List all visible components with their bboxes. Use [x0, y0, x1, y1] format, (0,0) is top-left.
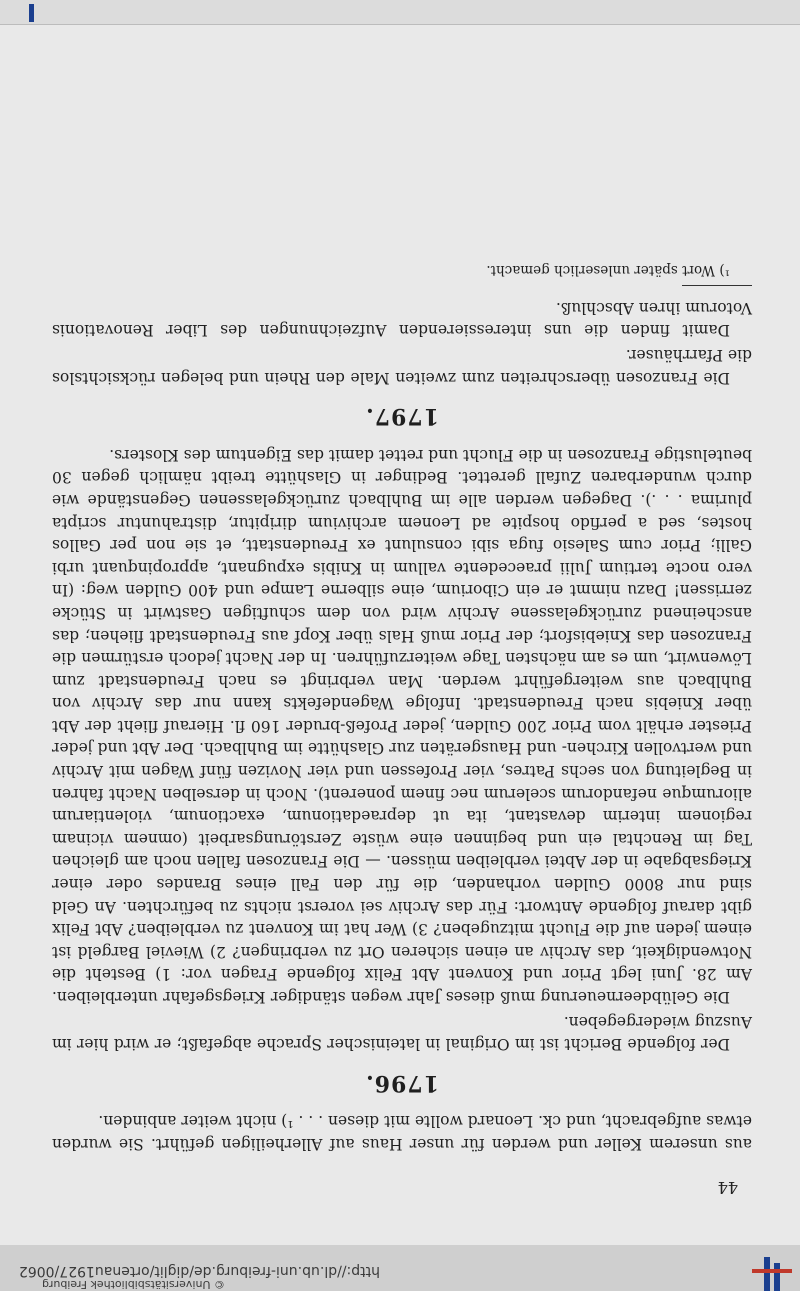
paragraph-liber: Damit finden die uns interessierenden Aufzeichnungen des Liber Renovationis Votorum ihren Abschluß.	[52, 298, 752, 340]
viewer-header-bar	[0, 1244, 800, 1291]
page-text-body	[52, 258, 752, 1155]
university-logo-icon	[742, 1245, 792, 1291]
viewer-footer-strip	[0, 0, 800, 24]
paragraph-intro: aus unserem Keller und werden für unser Haus auf Allerheiligen geführt. Sie wurden etwas aufgebracht, und ck. Leonard wollte mit diesen . . . ¹) nicht weiter anbinden.	[52, 1112, 752, 1153]
year-heading-1797: 1797.	[365, 403, 439, 430]
footnote: ¹) Wort später unleserlich gemacht.	[486, 262, 730, 279]
library-credit: © Universitätsbibliothek Freiburg	[42, 1278, 225, 1291]
small-logo-icon	[20, 2, 40, 22]
scanned-page	[0, 25, 800, 1245]
footnote-divider	[682, 285, 752, 286]
paragraph-1797: Die Franzosen überschreiten zum zweiten Male den Rhein und belegen rücksichtslos die Pfarrhäuser.	[52, 346, 752, 387]
page-edge-line	[0, 24, 800, 25]
paragraph-main-1796: Die Gelübdeerneuerung muß dieses Jahr wegen ständiger Kriegsgefahr unterbleiben. Am 28. Juni legt Prior und Konvent Abt Felix folgende Fragen vor: 1) Besteht die Notwendigkeit, das Archiv an einen sicheren Ort zu verbringen? 2) Wieviel Bargeld ist einem jeden auf die Flucht mitzugeben? 3) Wer hat im Konvent zu verbleiben? Abt Felix gibt darauf folgende Antwort: Für das Archiv sei vorerst nichts zu befürchten. An Geld sind nur 8000 Gulden vorhanden, die für den Fall eines Brandes oder einer Kriegsabgabe in der Abtei verbleiben müssen. — Die Franzosen fallen noch am gleichen Tag im Renchtal ein und beginnen eine wüste Zerstörungsarbeit (omnem vicinam regionem interim devastant, ita ut depraedationum, exactionum, violentiarum aliorumque nefandorum scelerum nec finem ponerent). Noch in derselben Nacht fahren in Begleitung von sechs Patres, vier Professen und vier Novizen fünf Wagen mit Archiv und wertvollen Kirchen- und Hausgeräten zur Glashütte im Buhlbach. Der Abt und jeder Priester erhält vom Prior 200 Gulden, jeder Profeß-bruder 160 fl. Hierauf flieht der Abt über Kniebis nach Freudenstadt. Infolge Wagendefekts kann nur das Archiv von Buhlbach aus weitergeführt werden. Man verbringt es nach Freudenstadt zum Löwenwirt, um es am nächsten Tage weiterzuführen. In der Nacht jedoch erstürmen die Franzosen das Kniebisfort; der Prior muß Hals über Kopf aus Freudenstadt fliehen; das anscheinend zurückgelassene Archiv wird von dem schuftigen Gastwirt in Stücke zerrissen! Dazu nimmt er ein Ciborium, eine silberne Lampe und 400 Gulden weg: (In vero nocte tertium Julii praecedente vallum in Knibis expugnant, appropinquant urbi Galli; Prior cum Salesio fuga sibi consulunt ex Freudenstatt, et sie non per Gallos hostes, sed a perfido hospite ad Leonem archivium diripitur, distrahuntur scripta plurima . . .). Dagegen werden alle im Buhlbach zurückgelassenen Gegenstände wie durch wunderbaren Zufall gerettet. Bedinger in Glashütte treibt nämlich gegen 30 beutelustige Franzosen in die Flucht und rettet damit das Eigentum des Klosters.	[52, 445, 752, 1007]
paragraph-note: Der folgende Bericht ist im Original in lateinischer Sprache abgefaßt; er wird hier im Auszug wiedergegeben.	[52, 1012, 752, 1054]
page-number: 44	[717, 1178, 738, 1197]
source-url[interactable]: http://dl.ub.uni-freiburg.de/diglit/ortenau1927/0062	[18, 1263, 380, 1279]
year-heading-1796: 1796.	[365, 1069, 439, 1096]
